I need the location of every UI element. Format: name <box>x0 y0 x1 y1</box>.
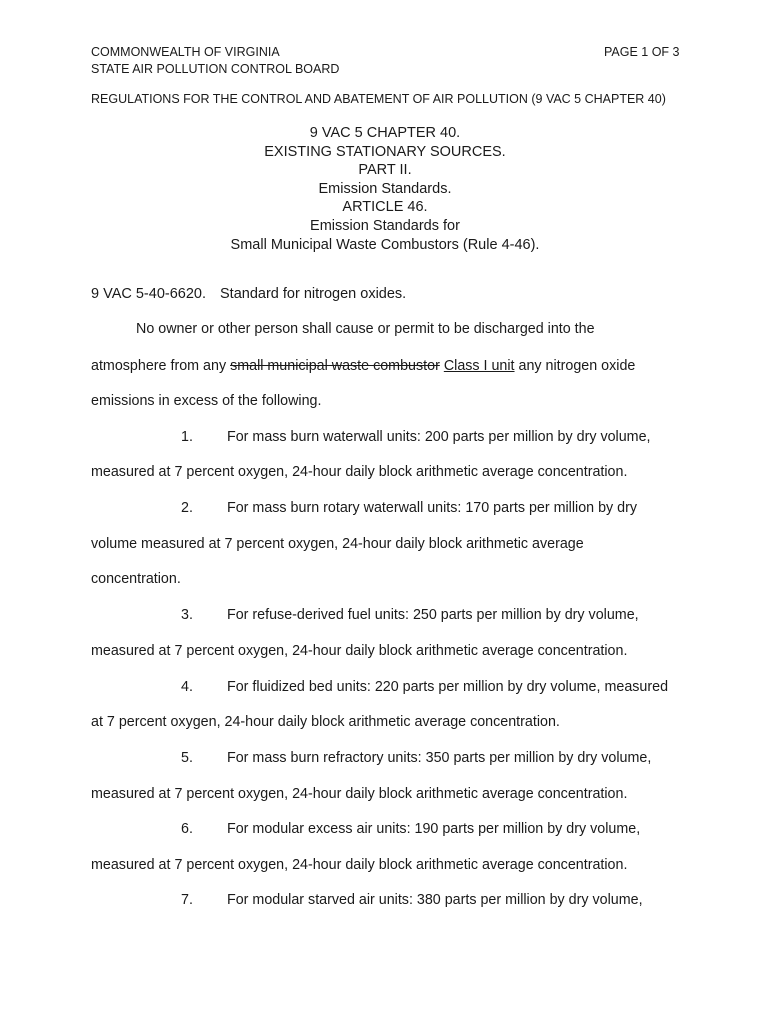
title-line: ARTICLE 46. <box>342 199 428 216</box>
inserted-text: Class I unit <box>443 358 515 374</box>
item-first-line: For mass burn waterwall units: 200 parts per million by dry volume, <box>227 429 651 445</box>
title-line: PART II. <box>358 162 412 179</box>
item-number: 7. <box>181 892 193 908</box>
item-continuation: measured at 7 percent oxygen, 24-hour daily block arithmetic average concentration. <box>91 786 628 802</box>
item-continuation: measured at 7 percent oxygen, 24-hour daily block arithmetic average concentration. <box>91 643 628 659</box>
item-first-line: For mass burn refractory units: 350 parts per million by dry volume, <box>227 750 652 766</box>
item-number: 4. <box>181 679 193 695</box>
item-continuation: at 7 percent oxygen, 24-hour daily block arithmetic average concentration. <box>91 714 560 730</box>
title-line: Emission Standards. <box>318 180 452 197</box>
chapter-title-block <box>0 124 770 254</box>
item-first-line: For refuse-derived fuel units: 250 parts per million by dry volume, <box>227 607 639 623</box>
item-number: 2. <box>181 500 193 516</box>
item-continuation: concentration. <box>91 571 181 587</box>
intro-line-2 <box>91 357 635 375</box>
header-org-line2: STATE AIR POLLUTION CONTROL BOARD <box>91 62 340 76</box>
header-org-line1: COMMONWEALTH OF VIRGINIA <box>91 45 280 59</box>
intro-text-end: any nitrogen oxide <box>514 358 636 374</box>
title-line: Emission Standards for <box>310 217 460 234</box>
section-title: Standard for nitrogen oxides. <box>220 286 407 302</box>
section-number: 9 VAC 5-40-6620. <box>91 286 206 302</box>
item-first-line: For modular excess air units: 190 parts per million by dry volume, <box>227 821 641 837</box>
item-number: 3. <box>181 607 193 623</box>
item-first-line: For modular starved air units: 380 parts per million by dry volume, <box>227 892 643 908</box>
intro-line-3: emissions in excess of the following. <box>91 393 322 409</box>
intro-line-1: No owner or other person shall cause or permit to be discharged into the <box>136 321 595 337</box>
item-continuation: volume measured at 7 percent oxygen, 24-hour daily block arithmetic average <box>91 536 584 552</box>
intro-text-start: atmosphere from any <box>91 358 231 374</box>
item-number: 5. <box>181 750 193 766</box>
item-first-line: For fluidized bed units: 220 parts per million by dry volume, measured <box>227 679 669 695</box>
item-continuation: measured at 7 percent oxygen, 24-hour daily block arithmetic average concentration. <box>91 464 628 480</box>
title-line: 9 VAC 5 CHAPTER 40. <box>309 125 461 141</box>
deleted-text: small municipal waste combustor <box>230 358 440 374</box>
header-left <box>91 44 339 78</box>
section-heading <box>91 285 406 303</box>
regulation-subheader: REGULATIONS FOR THE CONTROL AND ABATEMENT OF AIR POLLUTION (9 VAC 5 CHAPTER 40) <box>91 92 666 106</box>
item-number: 6. <box>181 821 193 837</box>
item-continuation: measured at 7 percent oxygen, 24-hour daily block arithmetic average concentration. <box>91 857 628 873</box>
title-line: EXISTING STATIONARY SOURCES. <box>264 143 506 160</box>
title-line: Small Municipal Waste Combustors (Rule 4-46). <box>230 236 540 253</box>
page-number: PAGE 1 OF 3 <box>604 45 680 59</box>
item-number: 1. <box>181 429 193 445</box>
item-first-line: For mass burn rotary waterwall units: 170 parts per million by dry <box>227 500 637 516</box>
